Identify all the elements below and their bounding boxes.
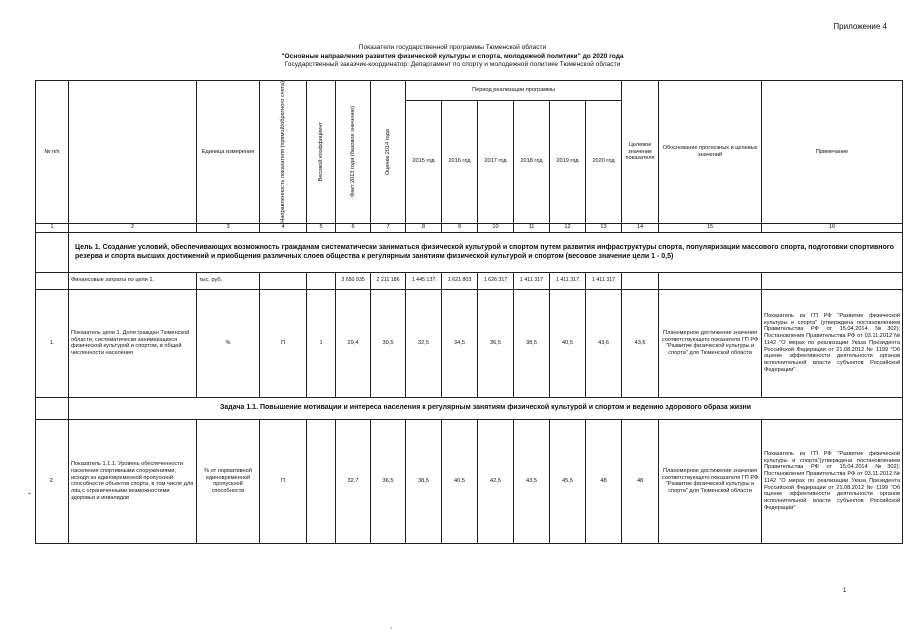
row-note: Показатель из ГП РФ "Развитие физической культуры и спорта"(утверждена постановлением Правительства РФ от 15.04.2014 №302); Постановления Правительства РФ от 03.11.2012 № 1142 "О мерах по реализации Указа Президента Российской Федерации от 21.08.2012 № 1199 "Об оценке эффективности деятельности органов исполнительной власти субъектов Российской Федерации" [762,419,903,543]
row-value: 40,5 [550,289,586,397]
row-value: 48 [586,419,622,543]
header-num: № п/п [36,81,69,224]
row-value: 32,7 [336,419,371,543]
col-number: 6 [336,223,371,232]
margin-mark: - [28,488,31,498]
finance-value: 1 411 317 [550,272,586,289]
header-target: Целевое значение показателя [622,81,659,224]
row-value: 32,5 [406,289,442,397]
row-value: 36,5 [478,289,514,397]
bottom-mark: ' [391,628,393,634]
row-value: 38,5 [406,419,442,543]
header-year: 2016 год [442,100,478,223]
header-fact2013 [336,81,371,224]
row-value: 36,5 [371,419,406,543]
goal-text: Цель 1. Создание условий, обеспечивающих возможность гражданам систематически заниматься физической культурой и спортом путем развития инфраструктуры спорта, популяризации массового спорта, подготовки спортивного резерва и спорта высших достижений и приобщения различных слоев общества к регулярным занятиям физической культурой и спортом (весовое значение цели 1 - 0,5) [69,232,903,272]
header-est2014 [371,81,406,224]
row-value: 43,5 [514,419,550,543]
finance-empty [307,272,336,289]
col-number: 15 [659,223,762,232]
document-title [0,44,905,70]
col-number: 16 [762,223,903,232]
appendix-label: Приложение 4 [833,22,887,31]
header-note: Примечание [762,81,903,224]
header-indicator [69,81,197,224]
finance-num [36,272,69,289]
row-unit: % [197,289,260,397]
row-value: 30,5 [371,289,406,397]
header-weight [307,81,336,224]
header-year: 2018 год [514,100,550,223]
finance-value: 1 621 803 [442,272,478,289]
header-est2014-text: Оценка 2014 года [384,128,391,175]
header-fact2013-text: Факт 2013 года (базовое значение) [349,106,356,198]
row-justification: Планомерное достижение значения соответствующего показателя ГП РФ "Развитие физической культуры и спорта" для Тюменской области [659,419,762,543]
header-direction [260,81,307,224]
finance-value: 2 211 186 [371,272,406,289]
row-value: 29,4 [336,289,371,397]
row-weight [307,419,336,543]
task-text: Задача 1.1. Повышение мотивации и интереса населения к регулярным занятиям физической культурой и спортом и ведению здорового образа жизни [69,397,903,419]
page-number: 1 [843,588,847,594]
task-spacer [36,397,69,419]
header-justification: Обоснование прогнозных и целевых значений [659,81,762,224]
header-year: 2017 год [478,100,514,223]
row-note: Показатель из ГП РФ "Развитие физической культуры и спорта" (утверждена постановлением Правительства РФ от 15.04.2014 №302); Постановления Правительства РФ от 03.11.2012 № 1142 "О мерах по реализации Указа Президента Российской Федерации от 21.08.2012 № 1199 "Об оценке эффективности деятельности органов исполнительной власти субъектов Российской Федерации" [762,289,903,397]
col-number: 4 [260,223,307,232]
header-year: 2015 год [406,100,442,223]
finance-value: 1 626 317 [478,272,514,289]
col-number: 12 [550,223,586,232]
row-target: 48 [622,419,659,543]
header-period: Период реализации программы [406,81,622,101]
row-weight: 1 [307,289,336,397]
row-value: 42,5 [478,419,514,543]
title-line-2: "Основные направления развития физической культуры и спорта, молодежной политики" до 2020 года [281,52,624,60]
goal-spacer [36,232,69,272]
finance-label: Финансовые затраты по цели 1. [69,272,197,289]
row-indicator-name: Показатель цели 1. Доля граждан Тюменской области, систематически занимающихся физической культурой и спортом, в общей численности населения [69,289,197,397]
finance-value: 1 411 317 [586,272,622,289]
row-value: 34,5 [442,289,478,397]
indicators-table [35,80,903,544]
finance-empty [762,272,903,289]
finance-value: 3 650 935 [336,272,371,289]
finance-empty [622,272,659,289]
header-year: 2019 год [550,100,586,223]
col-number: 9 [442,223,478,232]
col-number: 13 [586,223,622,232]
row-direction: П [260,419,307,543]
header-weight-text: Весовой коэффициент [317,122,324,182]
row-num: 2. [36,419,69,543]
row-value: 45,5 [550,419,586,543]
row-num: 1. [36,289,69,397]
col-number: 7 [371,223,406,232]
col-number: 11 [514,223,550,232]
row-unit: % от нормативной единовременной пропускной способности [197,419,260,543]
row-indicator-name: Показатель 1.1.1. Уровень обеспеченности населения спортивными сооружениями, исходя из единовременной пропускной способности объектов спорта, в том числе для лиц с ограниченными возможностями здоровья и инвалидов [69,419,197,543]
title-line-3: Государственный заказчик-координатор: Департамент по спорту и молодежной политике Тюменской области [284,61,621,69]
col-number: 8 [406,223,442,232]
row-value: 38,5 [514,289,550,397]
row-value: 43,6 [586,289,622,397]
row-direction: П [260,289,307,397]
finance-value: 1 411 317 [514,272,550,289]
row-target: 43,6 [622,289,659,397]
row-value: 40,5 [442,419,478,543]
header-year: 2020 год [586,100,622,223]
finance-unit: тыс. руб. [197,272,260,289]
finance-value: 1 445 137 [406,272,442,289]
row-justification: Планомерное достижение значения соответствующего показателя ГП РФ "Развитие физической культуры и спорта" для Тюменской области [659,289,762,397]
title-line-1: Показатели государственной программы Тюменской области [358,44,547,51]
col-number: 1 [36,223,69,232]
col-number: 14 [622,223,659,232]
finance-empty [260,272,307,289]
finance-empty [659,272,762,289]
col-number: 10 [478,223,514,232]
header-unit: Единица измерения [197,81,260,224]
col-number: 3 [197,223,260,232]
col-number: 5 [307,223,336,232]
col-number: 2 [69,223,197,232]
header-direction-text: Направленность показателя (прямой/обратного счета) [279,81,286,223]
